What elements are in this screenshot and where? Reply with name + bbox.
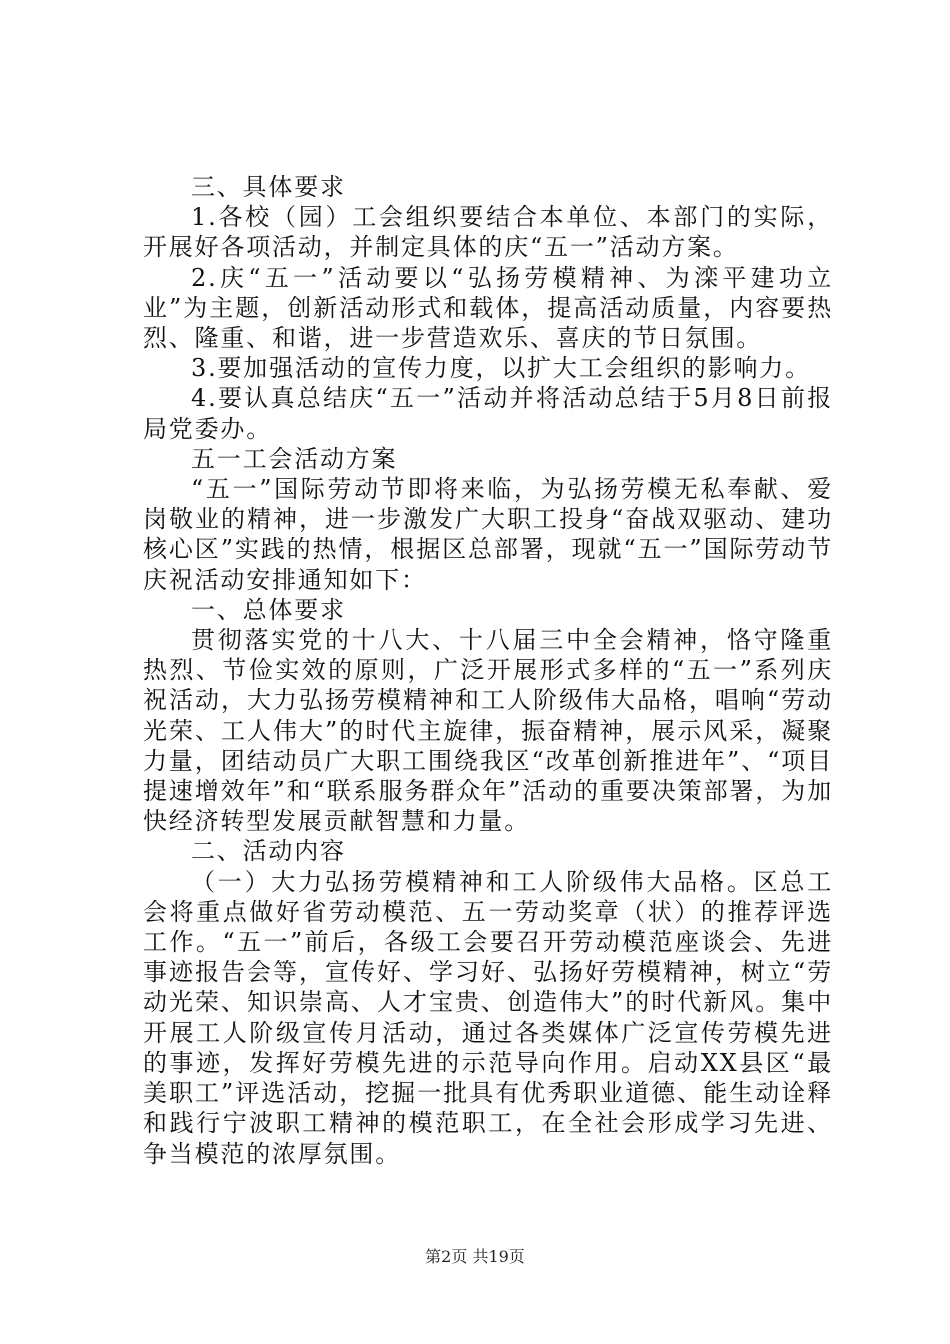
paragraph: 贯彻落实党的十八大、十八届三中全会精神，恪守隆重热烈、节俭实效的原则，广泛开展形式多样的“五一”系列庆祝活动，大力弘扬劳模精神和工人阶级伟大品格，唱响“劳动光荣、工人伟大”的时代主旋律，振奋精神，展示风采，凝聚力量，团结动员广大职工围绕我区“改革创新推进年”、“项目提速增效年”和“联系服务群众年”活动的重要决策部署，为加快经济转型发展贡献智慧和力量。 xyxy=(143,626,833,836)
page-number-footer: 第2页 共19页 xyxy=(425,1247,525,1266)
document-title: 五一工会活动方案 xyxy=(191,444,398,473)
paragraph: 2.庆“五一”活动要以“弘扬劳模精神、为滦平建功立业”为主题，创新活动形式和载体，提高活动质量，内容要热烈、隆重、和谐，进一步营造欢乐、喜庆的节日氛围。 xyxy=(143,263,833,353)
paragraph: 1.各校（园）工会组织要结合本单位、本部门的实际，开展好各项活动，并制定具体的庆“五一”活动方案。 xyxy=(143,203,833,262)
paragraph: “五一”国际劳动节即将来临，为弘扬劳模无私奉献、爱岗敬业的精神，进一步激发广大职工投身“奋战双驱动、建功核心区”实践的热情，根据区总部署，现就“五一”国际劳动节庆祝活动安排通知如下： xyxy=(143,475,833,594)
section-heading: 一、总体要求 xyxy=(191,595,346,624)
section-heading: 三、具体要求 xyxy=(191,173,346,201)
paragraph: 3.要加强活动的宣传力度，以扩大工会组织的影响力。 xyxy=(191,354,811,383)
section-heading: 二、活动内容 xyxy=(191,837,346,866)
paragraph: 4.要认真总结庆“五一”活动并将活动总结于5月8日前报局党委办。 xyxy=(143,384,833,443)
paragraph: （一）大力弘扬劳模精神和工人阶级伟大品格。区总工会将重点做好省劳动模范、五一劳动奖章（状）的推荐评选工作。“五一”前后，各级工会要召开劳动模范座谈会、先进事迹报告会等，宣传好、学习好、弘扬好劳模精神，树立“劳动光荣、知识崇高、人才宝贵、创造伟大”的时代新风。集中开展工人阶级宣传月活动，通过各类媒体广泛宣传劳模先进的事迹，发挥好劳模先进的示范导向作用。启动XX县区“最美职工”评选活动，挖掘一批具有优秀职业道德、能生动诠释和践行宁波职工精神的模范职工，在全社会形成学习先进、争当模范的浓厚氛围。 xyxy=(143,867,833,1168)
document-body xyxy=(143,172,833,1169)
